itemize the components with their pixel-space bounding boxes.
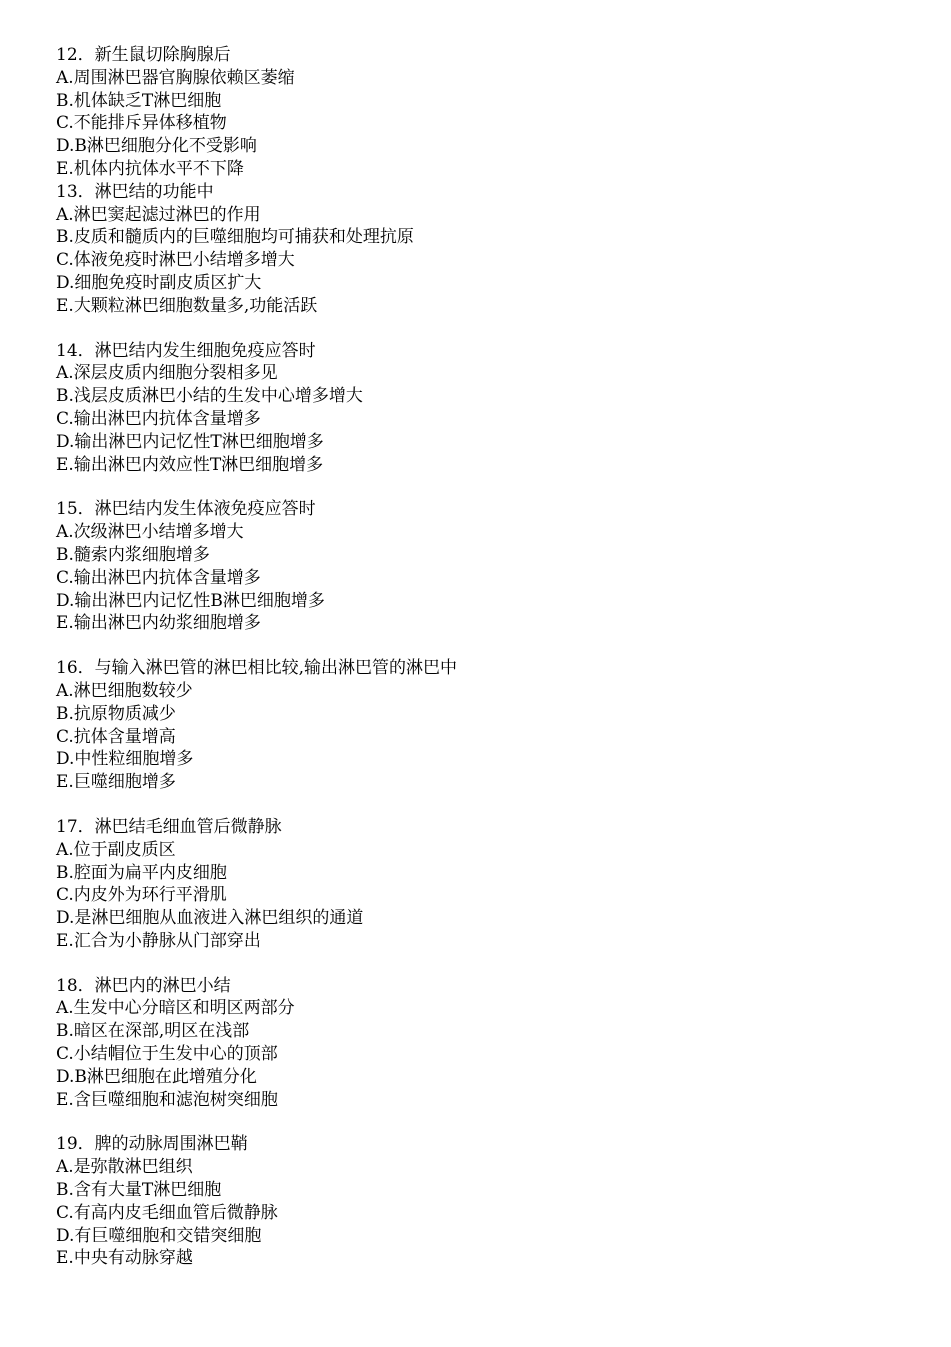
option-d: D.细胞免疫时副皮质区扩大: [56, 272, 262, 293]
option-e: E.含巨噬细胞和滤泡树突细胞: [56, 1089, 278, 1110]
option-c: C.输出淋巴内抗体含量增多: [56, 408, 261, 429]
option-c: C.小结帽位于生发中心的顶部: [56, 1044, 278, 1065]
option-c: C.输出淋巴内抗体含量增多: [56, 567, 261, 588]
option-b: B.皮质和髓质内的巨噬细胞均可捕获和处理抗原: [56, 227, 414, 248]
option-d: D.中性粒细胞增多: [56, 749, 194, 770]
option-b: B.腔面为扁平内皮细胞: [56, 862, 227, 883]
option-c: C.抗体含量增高: [56, 726, 176, 747]
option-b: B.浅层皮质淋巴小结的生发中心增多增大: [56, 386, 363, 407]
question-stem: 18．淋巴内的淋巴小结: [56, 975, 231, 996]
question-13: [56, 181, 916, 318]
question-stem: 19．脾的动脉周围淋巴鞘: [56, 1134, 248, 1155]
question-12: [56, 44, 916, 181]
option-e: E.输出淋巴内效应性T淋巴细胞增多: [56, 454, 324, 475]
option-d: D.B淋巴细胞在此增殖分化: [56, 1066, 257, 1087]
document-page: [56, 44, 916, 1270]
option-a: A.次级淋巴小结增多增大: [56, 522, 244, 543]
option-d: D.输出淋巴内记忆性T淋巴细胞增多: [56, 431, 324, 452]
option-d: D.输出淋巴内记忆性B淋巴细胞增多: [56, 590, 325, 611]
option-d: D.是淋巴细胞从血液进入淋巴组织的通道: [56, 908, 364, 929]
question-16: [56, 657, 916, 794]
option-c: C.有高内皮毛细血管后微静脉: [56, 1202, 278, 1223]
option-a: A.淋巴窦起滤过淋巴的作用: [56, 204, 261, 225]
option-b: B.暗区在深部,明区在浅部: [56, 1021, 250, 1042]
option-a: A.位于副皮质区: [56, 839, 176, 860]
option-a: A.是弥散淋巴组织: [56, 1157, 193, 1178]
question-stem: 14．淋巴结内发生细胞免疫应答时: [56, 340, 316, 361]
question-17: [56, 816, 916, 953]
option-a: A.生发中心分暗区和明区两部分: [56, 998, 295, 1019]
option-e: E.巨噬细胞增多: [56, 772, 176, 793]
option-a: A.周围淋巴器官胸腺依赖区萎缩: [56, 67, 295, 88]
option-c: C.不能排斥异体移植物: [56, 113, 227, 134]
option-d: D.有巨噬细胞和交错突细胞: [56, 1225, 262, 1246]
option-e: E.大颗粒淋巴细胞数量多,功能活跃: [56, 295, 318, 316]
question-stem: 16．与输入淋巴管的淋巴相比较,输出淋巴管的淋巴中: [56, 658, 458, 679]
question-19: [56, 1133, 916, 1270]
option-e: E.机体内抗体水平不下降: [56, 158, 244, 179]
option-b: B.抗原物质减少: [56, 703, 176, 724]
question-stem: 12．新生鼠切除胸腺后: [56, 45, 231, 65]
question-stem: 15．淋巴结内发生体液免疫应答时: [56, 499, 316, 520]
option-c: C.内皮外为环行平滑肌: [56, 885, 227, 906]
option-d: D.B淋巴细胞分化不受影响: [56, 136, 257, 157]
question-18: [56, 975, 916, 1112]
question-stem: 13．淋巴结的功能中: [56, 181, 214, 202]
question-stem: 17．淋巴结毛细血管后微静脉: [56, 816, 282, 837]
option-e: E.中央有动脉穿越: [56, 1248, 193, 1269]
option-e: E.输出淋巴内幼浆细胞增多: [56, 613, 261, 634]
option-a: A.深层皮质内细胞分裂相多见: [56, 363, 278, 384]
option-b: B.含有大量T淋巴细胞: [56, 1180, 222, 1201]
option-e: E.汇合为小静脉从门部穿出: [56, 930, 261, 951]
option-c: C.体液免疫时淋巴小结增多增大: [56, 250, 295, 271]
option-b: B.髓索内浆细胞增多: [56, 544, 210, 565]
option-b: B.机体缺乏T淋巴细胞: [56, 90, 222, 111]
option-a: A.淋巴细胞数较少: [56, 680, 193, 701]
question-14: [56, 340, 916, 477]
question-15: [56, 498, 916, 635]
